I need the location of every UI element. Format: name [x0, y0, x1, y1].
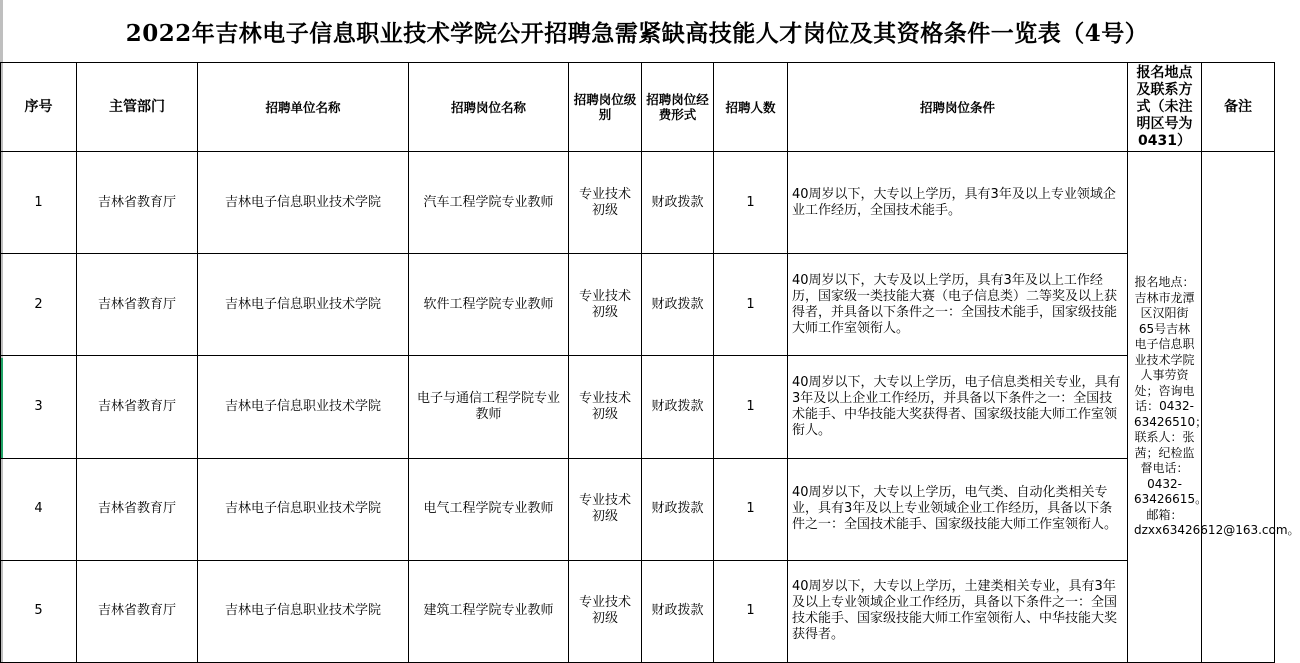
header-row: [1, 63, 1275, 152]
cell-dept[interactable]: 吉林省教育厅: [77, 560, 198, 662]
header-contact[interactable]: 报名地点及联系方式（未注明区号为0431）: [1128, 63, 1202, 152]
cell-contact[interactable]: 报名地点：吉林市龙潭区汉阳街65号吉林电子信息职业技术学院人事劳资处；咨询电话：0432-63426510；联系人：张茜；纪检监督电话：0432-63426615。邮箱：dzxx63426612@163.com。: [1128, 152, 1202, 663]
header-level[interactable]: 招聘岗位级别: [569, 63, 642, 152]
cell-dept[interactable]: 吉林省教育厅: [77, 458, 198, 560]
table-row: [1, 254, 1275, 356]
page-title: 2022年吉林电子信息职业技术学院公开招聘急需紧缺高技能人才岗位及其资格条件一览表（4号）: [125, 19, 1149, 47]
cell-unit[interactable]: 吉林电子信息职业技术学院: [198, 254, 409, 356]
cell-seq[interactable]: 4: [1, 458, 77, 560]
header-conditions[interactable]: 招聘岗位条件: [788, 63, 1128, 152]
cell-seq[interactable]: 2: [1, 254, 77, 356]
cell-conditions[interactable]: 40周岁以下，大专以上学历，电气类、自动化类相关专业，具有3年及以上专业领域企业工作经历，具备以下条件之一：全国技术能手、国家级技能大师工作室领衔人。: [788, 458, 1128, 560]
cell-conditions[interactable]: 40周岁以下，大专及以上学历，具有3年及以上工作经历，国家级一类技能大赛（电子信息类）二等奖及以上获得者，并具备以下条件之一：全国技术能手，国家级技能大师工作室领衔人。: [788, 254, 1128, 356]
cell-seq[interactable]: 3: [1, 356, 77, 458]
cell-post[interactable]: 建筑工程学院专业教师: [409, 560, 569, 662]
cell-level[interactable]: 专业技术初级: [569, 254, 642, 356]
cell-remarks[interactable]: [1202, 152, 1275, 663]
cell-unit[interactable]: 吉林电子信息职业技术学院: [198, 152, 409, 254]
recruitment-table: [0, 62, 1300, 663]
cell-unit[interactable]: 吉林电子信息职业技术学院: [198, 356, 409, 458]
cell-level[interactable]: 专业技术初级: [569, 356, 642, 458]
cell-post[interactable]: 电子与通信工程学院专业教师: [409, 356, 569, 458]
cell-count[interactable]: 1: [714, 560, 788, 662]
cell-count[interactable]: 1: [714, 356, 788, 458]
cell-dept[interactable]: 吉林省教育厅: [77, 152, 198, 254]
cell-seq[interactable]: 1: [1, 152, 77, 254]
cell-funding[interactable]: 财政拨款: [642, 458, 714, 560]
table-row: [1, 458, 1275, 560]
header-funding[interactable]: 招聘岗位经费形式: [642, 63, 714, 152]
cell-count[interactable]: 1: [714, 458, 788, 560]
cell-post[interactable]: 电气工程学院专业教师: [409, 458, 569, 560]
header-seq[interactable]: 序号: [1, 63, 77, 152]
cell-unit[interactable]: 吉林电子信息职业技术学院: [198, 560, 409, 662]
cell-unit[interactable]: 吉林电子信息职业技术学院: [198, 458, 409, 560]
cell-conditions[interactable]: 40周岁以下，大专以上学历，具有3年及以上专业领域企业工作经历，全国技术能手。: [788, 152, 1128, 254]
cell-seq[interactable]: 5: [1, 560, 77, 662]
cell-conditions[interactable]: 40周岁以下，大专以上学历，电子信息类相关专业，具有3年及以上企业工作经历，并具备以下条件之一：全国技术能手、中华技能大奖获得者、国家级技能大师工作室领衔人。: [788, 356, 1128, 458]
table-row: [1, 560, 1275, 662]
cell-count[interactable]: 1: [714, 152, 788, 254]
table-row: [1, 152, 1275, 254]
cell-count[interactable]: 1: [714, 254, 788, 356]
cell-funding[interactable]: 财政拨款: [642, 254, 714, 356]
cell-level[interactable]: 专业技术初级: [569, 560, 642, 662]
cell-post[interactable]: 汽车工程学院专业教师: [409, 152, 569, 254]
cell-conditions[interactable]: 40周岁以下，大专以上学历，土建类相关专业，具有3年及以上专业领域企业工作经历，具备以下条件之一：全国技术能手、国家级技能大师工作室领衔人、中华技能大奖获得者。: [788, 560, 1128, 662]
cell-level[interactable]: 专业技术初级: [569, 458, 642, 560]
cell-dept[interactable]: 吉林省教育厅: [77, 254, 198, 356]
cell-funding[interactable]: 财政拨款: [642, 560, 714, 662]
table-row: [1, 356, 1275, 458]
header-dept[interactable]: 主管部门: [77, 63, 198, 152]
header-count[interactable]: 招聘人数: [714, 63, 788, 152]
header-post[interactable]: 招聘岗位名称: [409, 63, 569, 152]
cell-funding[interactable]: 财政拨款: [642, 356, 714, 458]
header-unit[interactable]: 招聘单位名称: [198, 63, 409, 152]
cell-funding[interactable]: 财政拨款: [642, 152, 714, 254]
cell-dept[interactable]: 吉林省教育厅: [77, 356, 198, 458]
cell-level[interactable]: 专业技术初级: [569, 152, 642, 254]
cell-post[interactable]: 软件工程学院专业教师: [409, 254, 569, 356]
header-remarks[interactable]: 备注: [1202, 63, 1275, 152]
